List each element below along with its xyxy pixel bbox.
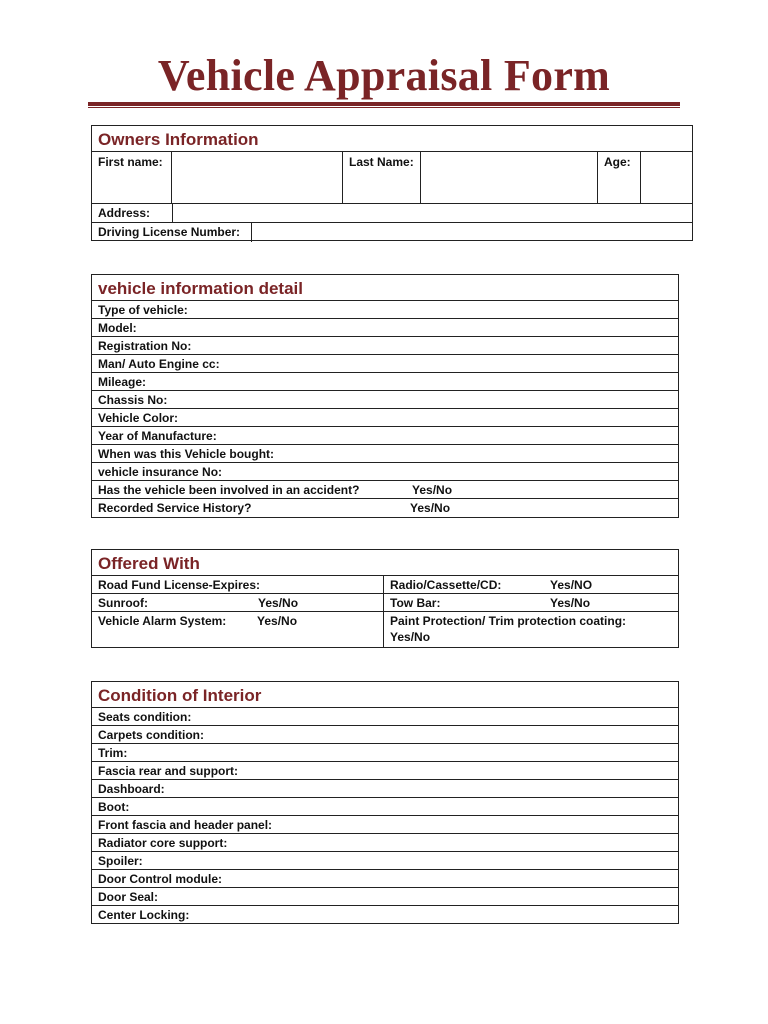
address-row xyxy=(92,204,692,223)
offered-row xyxy=(92,576,678,594)
interior-row[interactable]: Fascia rear and support: xyxy=(92,762,678,780)
vehicle-row[interactable]: Year of Manufacture: xyxy=(92,427,678,445)
interior-row[interactable]: Door Control module: xyxy=(92,870,678,888)
first-name-label: First name: xyxy=(92,152,172,203)
sunroof-label: Sunroof: xyxy=(98,596,148,610)
last-name-label: Last Name: xyxy=(343,152,421,203)
service-row[interactable] xyxy=(92,499,678,517)
vehicle-row[interactable]: Man/ Auto Engine cc: xyxy=(92,355,678,373)
vehicle-row[interactable]: Registration No: xyxy=(92,337,678,355)
offered-section xyxy=(91,549,679,648)
offered-row xyxy=(92,594,678,612)
radio-yes-no[interactable]: Yes/NO xyxy=(550,578,593,592)
interior-heading: Condition of Interior xyxy=(92,682,678,708)
vehicle-row[interactable]: Chassis No: xyxy=(92,391,678,409)
age-label: Age: xyxy=(598,152,641,203)
license-label: Driving License Number: xyxy=(98,225,241,239)
age-field[interactable] xyxy=(641,152,692,203)
vehicle-row[interactable]: Type of vehicle: xyxy=(92,301,678,319)
interior-row[interactable]: Door Seal: xyxy=(92,888,678,906)
interior-row[interactable]: Carpets condition: xyxy=(92,726,678,744)
vehicle-section xyxy=(91,274,679,518)
vehicle-row[interactable]: vehicle insurance No: xyxy=(92,463,678,481)
vehicle-row[interactable]: Vehicle Color: xyxy=(92,409,678,427)
interior-row[interactable]: Seats condition: xyxy=(92,708,678,726)
owners-section xyxy=(91,125,693,241)
interior-row[interactable]: Dashboard: xyxy=(92,780,678,798)
offered-heading: Offered With xyxy=(92,550,678,576)
accident-yes-no[interactable]: Yes/No xyxy=(412,483,453,497)
vehicle-row[interactable]: Mileage: xyxy=(92,373,678,391)
interior-row[interactable]: Front fascia and header panel: xyxy=(92,816,678,834)
alarm-yes-no[interactable]: Yes/No xyxy=(257,614,298,628)
tow-bar-yes-no[interactable]: Yes/No xyxy=(550,596,591,610)
alarm-label: Vehicle Alarm System: xyxy=(98,614,227,628)
offered-row xyxy=(92,612,678,646)
interior-row[interactable]: Radiator core support: xyxy=(92,834,678,852)
interior-row[interactable]: Trim: xyxy=(92,744,678,762)
accident-label: Has the vehicle been involved in an accident? xyxy=(98,483,360,497)
tow-bar-label: Tow Bar: xyxy=(390,596,441,610)
title-rule-thin xyxy=(88,107,680,108)
title-rule-thick xyxy=(88,102,680,106)
last-name-field[interactable] xyxy=(421,152,598,203)
paint-yes-no[interactable]: Yes/No xyxy=(390,630,431,644)
paint-label: Paint Protection/ Trim protection coating: xyxy=(390,614,627,628)
vehicle-heading: vehicle information detail xyxy=(92,275,678,301)
interior-row[interactable]: Spoiler: xyxy=(92,852,678,870)
vehicle-row[interactable]: When was this Vehicle bought: xyxy=(92,445,678,463)
interior-row[interactable]: Boot: xyxy=(92,798,678,816)
address-field[interactable] xyxy=(173,204,692,222)
service-label: Recorded Service History? xyxy=(98,501,252,515)
license-row xyxy=(92,223,692,242)
first-name-field[interactable] xyxy=(172,152,343,203)
radio-label: Radio/Cassette/CD: xyxy=(390,578,502,592)
interior-row[interactable]: Center Locking: xyxy=(98,908,190,922)
accident-row[interactable] xyxy=(92,481,678,499)
owners-name-row xyxy=(92,152,692,204)
license-field[interactable] xyxy=(252,223,692,242)
sunroof-yes-no[interactable]: Yes/No xyxy=(258,596,299,610)
address-label: Address: xyxy=(98,206,151,220)
vehicle-row[interactable]: Model: xyxy=(92,319,678,337)
interior-section xyxy=(91,681,679,924)
service-yes-no[interactable]: Yes/No xyxy=(410,501,451,515)
road-fund-label: Road Fund License-Expires: xyxy=(98,578,261,592)
form-title: Vehicle Appraisal Form xyxy=(157,51,611,100)
owners-heading: Owners Information xyxy=(92,126,692,152)
